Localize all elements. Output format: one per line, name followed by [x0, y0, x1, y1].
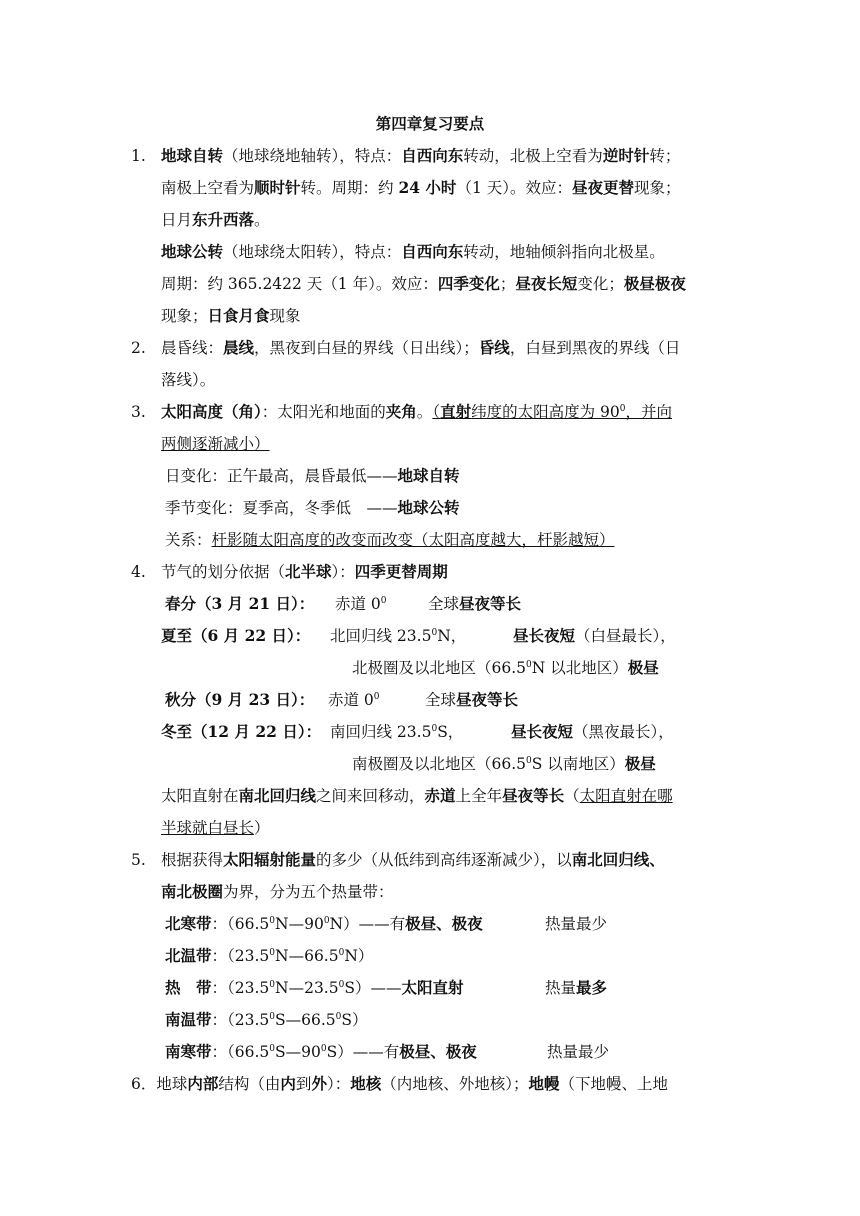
s3-daily-change: 日变化：正午最高，晨昏最低——地球自转 [165, 466, 460, 485]
s5-line2: 南北极圈为界，分为五个热量带： [161, 882, 394, 901]
s5-line1: 根据获得太阳辐射能量的多少（从低纬到高纬逐渐减少），以南北回归线、 [161, 850, 665, 869]
spring-equinox-effect: 全球昼夜等长 [428, 594, 522, 613]
zone-north-frigid-heat: 热量最少 [545, 915, 608, 933]
autumn-equinox-latitude: 赤道 $0^0$ [328, 691, 380, 709]
s4-line1: 节气的划分依据（北半球）：四季更替周期 [161, 562, 448, 581]
s3-line1: 太阳高度（角）：太阳光和地面的夹角。（直射纬度的太阳高度为 $90^0$，并向 [161, 402, 672, 421]
spring-equinox-label: 春分（3 月 21 日）： [165, 594, 315, 613]
item-number-4: 4. [131, 563, 146, 581]
summer-solstice-effect: 昼长夜短（白昼最长）， [513, 626, 676, 645]
item-number-1: 1. [131, 147, 146, 165]
s4-summary-line2: 半球就白昼长） [161, 819, 270, 837]
s1-line2: 南极上空看为顺时针转。周期：约 24 小时（1 天）。效应：昼夜更替现象； [161, 178, 681, 197]
winter-solstice-label: 冬至（12 月 22 日）： [161, 722, 322, 741]
autumn-equinox-label: 秋分（9 月 23 日）： [165, 690, 315, 709]
zone-south-temperate: 南温带：（23.5$^0$S—66.5$^0$S） [165, 1010, 368, 1029]
summer-solstice-polar: 北极圈及以北地区（66.5$^0$N 以北地区）极昼 [352, 658, 659, 677]
winter-solstice-polar: 南极圈及以北地区（66.5$^0$S 以南地区）极昼 [352, 754, 656, 773]
s1-line6: 现象；日食月食现象 [161, 306, 301, 325]
s1-line4: 地球公转（地球绕太阳转），特点：自西向东转动，地轴倾斜指向北极星。 [161, 242, 665, 261]
s3-line2: 两侧逐渐减小） [161, 435, 270, 453]
zone-north-frigid: 北寒带：$(66.5^0N—90^0N)——$有极昼、极夜 [165, 914, 483, 933]
s1-line1: 地球自转（地球绕地轴转），特点：自西向东转动，北极上空看为逆时针转； [161, 146, 681, 165]
page-title: 第四章复习要点 [375, 114, 485, 133]
zone-north-temperate: 北温带：（23.5$^0$N—66.5$^0$N） [165, 946, 374, 965]
s2-line2: 落线）。 [161, 371, 216, 389]
spring-equinox-latitude: 赤道 $0^0$ [335, 595, 387, 613]
s2-line1: 晨昏线：晨线，黑夜到白昼的界线（日出线）；昏线，白昼到黑夜的界线（日 [161, 338, 681, 357]
zone-tropical: 热 带：（23.5$^0$N—23.5$^0$S）——太阳直射 [165, 978, 464, 997]
s4-summary-line1: 太阳直射在南北回归线之间来回移动，赤道上全年昼夜等长（太阳直射在哪 [161, 786, 673, 805]
item-number-2: 2. [131, 339, 146, 357]
zone-south-frigid: 南寒带：$(66.5^0S—90^0S)——$有极昼、极夜 [165, 1042, 477, 1061]
s6-line1: 6．地球内部结构（由内到外）：地核（内地核、外地核）；地幔（下地幔、上地 [131, 1074, 669, 1093]
s3-relation: 关系：杆影随太阳高度的改变而改变（太阳高度越大，杆影越短） [165, 531, 615, 549]
s1-line3: 日月东升西落。 [161, 210, 270, 229]
summer-solstice-label: 夏至（6 月 22 日）： [161, 626, 311, 645]
zone-tropical-heat: 热量最多 [545, 978, 608, 997]
winter-solstice-latitude: 南回归线 23.5$^0$S， [330, 723, 464, 741]
item-number-3: 3. [131, 403, 146, 421]
item-number-5: 5. [131, 851, 146, 869]
s3-seasonal-change: 季节变化：夏季高，冬季低 ——地球公转 [165, 498, 460, 517]
summer-solstice-latitude: 北回归线 23.5$^0$N， [330, 627, 467, 645]
winter-solstice-effect: 昼长夜短（黑夜最长）， [511, 722, 674, 741]
zone-south-frigid-heat: 热量最少 [547, 1043, 610, 1061]
s1-line5: 周期：约 365.2422 天（1 年）。效应：四季变化；昼夜长短变化；极昼极夜 [161, 274, 686, 293]
autumn-equinox-effect: 全球昼夜等长 [425, 690, 519, 709]
